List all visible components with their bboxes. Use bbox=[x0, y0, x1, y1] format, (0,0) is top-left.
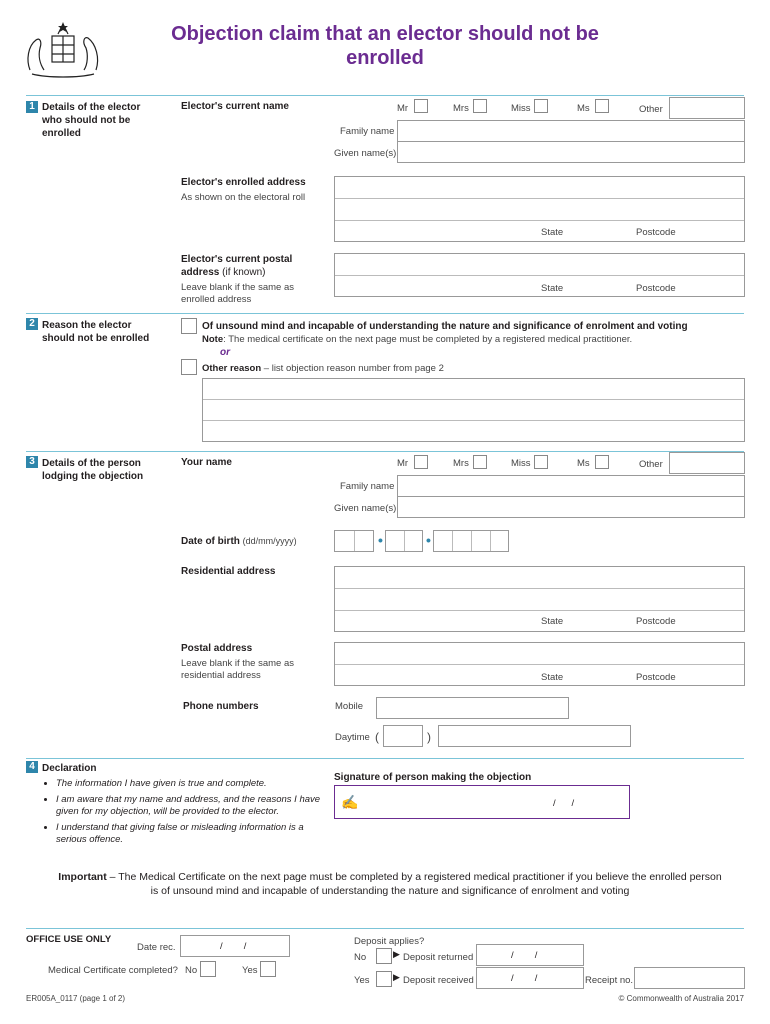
given-names-label: Given name(s) bbox=[334, 503, 397, 514]
signature-date-slashes: / / bbox=[553, 798, 575, 809]
postcode-label: Postcode bbox=[636, 283, 676, 294]
deposit-yes-label: Yes bbox=[354, 975, 370, 986]
paren-close: ) bbox=[427, 730, 431, 744]
section-divider bbox=[26, 95, 744, 96]
receipt-no-input[interactable] bbox=[634, 967, 745, 989]
paren-open: ( bbox=[375, 730, 379, 744]
reason-unsound-mind-checkbox[interactable] bbox=[181, 318, 197, 334]
medcert-no-label: No bbox=[185, 965, 198, 976]
medcert-yes-label: Yes bbox=[242, 965, 258, 976]
enrolled-address-label: Elector's enrolled address bbox=[181, 177, 306, 188]
state-label: State bbox=[541, 227, 564, 238]
important-notice bbox=[55, 870, 725, 898]
lodger-title-ms-checkbox[interactable] bbox=[595, 455, 609, 469]
daytime-area-code-input[interactable] bbox=[383, 725, 423, 747]
section-number: 2 bbox=[26, 318, 38, 330]
state-label: State bbox=[541, 283, 564, 294]
declaration-bullet: • The information I have given is true and complete. bbox=[56, 778, 322, 790]
section2-heading: Reason the elector should not be enrolled bbox=[42, 320, 150, 344]
deposit-received-date-input[interactable] bbox=[476, 967, 584, 989]
medcert-no-checkbox[interactable] bbox=[200, 961, 216, 977]
lodger-postal-address-input[interactable] bbox=[334, 642, 745, 686]
date-separator-dot: • bbox=[378, 532, 383, 548]
deposit-no-label: No bbox=[354, 952, 367, 963]
lodger-family-name-input[interactable] bbox=[397, 475, 745, 497]
receipt-no-label: Receipt no. bbox=[585, 975, 634, 986]
section-divider bbox=[26, 313, 744, 314]
title-miss-label: Miss bbox=[511, 458, 531, 469]
reason-other-text: – list objection reason number from page 2 bbox=[261, 363, 444, 374]
postal-address-label-text: Elector's current postal address bbox=[181, 254, 293, 278]
deposit-received-label: Deposit received bbox=[403, 975, 474, 986]
elector-postal-address-input[interactable] bbox=[334, 253, 745, 297]
postcode-label: Postcode bbox=[636, 672, 676, 683]
state-label: State bbox=[541, 672, 564, 683]
date-rec-label: Date rec. bbox=[137, 942, 176, 953]
enrolled-address-input[interactable] bbox=[334, 176, 745, 242]
deposit-received-slashes: / / bbox=[511, 973, 538, 984]
daytime-phone-input[interactable] bbox=[438, 725, 631, 747]
section-divider bbox=[26, 928, 744, 929]
dob-month-input[interactable] bbox=[385, 530, 423, 552]
form-title: Objection claim that an elector should not be enrolled bbox=[171, 23, 599, 69]
section-divider bbox=[26, 758, 744, 759]
deposit-no-checkbox[interactable] bbox=[376, 948, 392, 964]
title-mrs-label: Mrs bbox=[453, 103, 469, 114]
lodger-title-other-input[interactable] bbox=[669, 452, 745, 474]
postal-note: Leave blank if the same as residential address bbox=[181, 658, 295, 681]
section-divider bbox=[26, 451, 744, 452]
title-ms-label: Ms bbox=[577, 103, 590, 114]
declaration-list bbox=[42, 778, 322, 850]
given-names-label: Given name(s) bbox=[334, 148, 397, 159]
arrow-right-icon: ▶ bbox=[393, 972, 400, 982]
enrolled-address-note: As shown on the electoral roll bbox=[181, 192, 306, 203]
date-rec-input[interactable] bbox=[180, 935, 290, 957]
dob-format: (dd/mm/yyyy) bbox=[242, 536, 297, 546]
note-text: : The medical certificate on the next page must be completed by a registered medical practitioner. bbox=[223, 334, 633, 345]
lodger-title-mr-checkbox[interactable] bbox=[414, 455, 428, 469]
medical-note bbox=[202, 334, 632, 345]
residential-address-label: Residential address bbox=[181, 566, 276, 577]
postal-label: Postal address bbox=[181, 643, 253, 654]
title-miss-label: Miss bbox=[511, 103, 531, 114]
daytime-label: Daytime bbox=[335, 732, 370, 743]
copyright: © Commonwealth of Australia 2017 bbox=[618, 994, 744, 1003]
deposit-returned-label: Deposit returned bbox=[403, 952, 474, 963]
postal-address-label bbox=[181, 253, 311, 279]
dob-label: Date of birth bbox=[181, 536, 240, 547]
postal-address-qualifier: (if known) bbox=[222, 267, 266, 278]
title-other-label: Other bbox=[639, 104, 663, 115]
reason-other-label-row bbox=[202, 363, 444, 374]
deposit-returned-slashes: / / bbox=[511, 950, 538, 961]
medcert-label: Medical Certificate completed? bbox=[48, 965, 178, 976]
title-other-label: Other bbox=[639, 459, 663, 470]
other-reason-input[interactable] bbox=[202, 378, 745, 442]
important-label: Important bbox=[58, 871, 107, 883]
deposit-applies-label: Deposit applies? bbox=[354, 936, 425, 947]
arrow-right-icon: ▶ bbox=[393, 949, 400, 959]
title-mrs-checkbox[interactable] bbox=[473, 99, 487, 113]
residential-address-input[interactable] bbox=[334, 566, 745, 632]
lodger-given-names-input[interactable] bbox=[397, 496, 745, 518]
title-mrs-label: Mrs bbox=[453, 458, 469, 469]
form-code: ER005A_0117 (page 1 of 2) bbox=[26, 994, 126, 1003]
phone-numbers-label: Phone numbers bbox=[183, 701, 259, 712]
postcode-label: Postcode bbox=[636, 227, 676, 238]
date-separator-dot: • bbox=[426, 532, 431, 548]
your-name-label: Your name bbox=[181, 457, 232, 468]
medcert-yes-checkbox[interactable] bbox=[260, 961, 276, 977]
reason-other-checkbox[interactable] bbox=[181, 359, 197, 375]
coat-of-arms-logo bbox=[22, 20, 104, 82]
family-name-label: Family name bbox=[340, 481, 395, 492]
postcode-label: Postcode bbox=[636, 616, 676, 627]
important-text: – The Medical Certificate on the next page must be completed by a registered medical practitioner if you believe the enrolled person is of unsound mind and incapable of understanding the nature and significance of enrolment and voting bbox=[106, 871, 722, 897]
title-mr-label: Mr bbox=[397, 103, 409, 114]
dob-year-input[interactable] bbox=[433, 530, 509, 552]
title-ms-label: Ms bbox=[577, 458, 590, 469]
signature-label: Signature of person making the objection bbox=[334, 772, 532, 783]
title-mr-checkbox[interactable] bbox=[414, 99, 428, 113]
title-ms-checkbox[interactable] bbox=[595, 99, 609, 113]
sign-here-icon: ✍ bbox=[341, 794, 359, 810]
dob-label-row bbox=[181, 536, 297, 547]
section-number: 4 bbox=[26, 761, 38, 773]
mobile-input[interactable] bbox=[376, 697, 569, 719]
section3-heading: Details of the person lodging the objection bbox=[42, 458, 144, 482]
note-label: Note bbox=[202, 334, 224, 345]
date-rec-slashes: / / bbox=[220, 941, 247, 952]
elector-name-label: Elector's current name bbox=[181, 101, 289, 112]
declaration-bullet: • I am aware that my name and address, and the reasons I have given for my objection, will be provided to the elector. bbox=[56, 794, 322, 818]
declaration-bullet: • I understand that giving false or misleading information is a serious offence. bbox=[56, 822, 322, 846]
reason-unsound-mind-label: Of unsound mind and incapable of understanding the nature and significance of enrolment and voting bbox=[202, 321, 688, 332]
lodger-title-mrs-checkbox[interactable] bbox=[473, 455, 487, 469]
lodger-title-miss-checkbox[interactable] bbox=[534, 455, 548, 469]
signature-box[interactable] bbox=[334, 785, 630, 819]
office-use-heading: OFFICE USE ONLY bbox=[26, 934, 112, 945]
elector-family-name-input[interactable] bbox=[397, 120, 745, 142]
section4-heading: Declaration bbox=[42, 763, 97, 774]
deposit-yes-checkbox[interactable] bbox=[376, 971, 392, 987]
dob-day-input[interactable] bbox=[334, 530, 374, 552]
family-name-label: Family name bbox=[340, 126, 395, 137]
elector-given-names-input[interactable] bbox=[397, 141, 745, 163]
section-number: 3 bbox=[26, 456, 38, 468]
reason-other-label: Other reason bbox=[202, 363, 262, 374]
deposit-returned-date-input[interactable] bbox=[476, 944, 584, 966]
title-miss-checkbox[interactable] bbox=[534, 99, 548, 113]
title-mr-label: Mr bbox=[397, 458, 409, 469]
section1-heading: Details of the elector who should not be enrolled bbox=[42, 102, 141, 139]
postal-address-note: Leave blank if the same as enrolled address bbox=[181, 282, 295, 305]
section-number: 1 bbox=[26, 101, 38, 113]
title-other-input[interactable] bbox=[669, 97, 745, 119]
mobile-label: Mobile bbox=[335, 701, 363, 712]
or-separator: or bbox=[220, 347, 230, 358]
state-label: State bbox=[541, 616, 564, 627]
